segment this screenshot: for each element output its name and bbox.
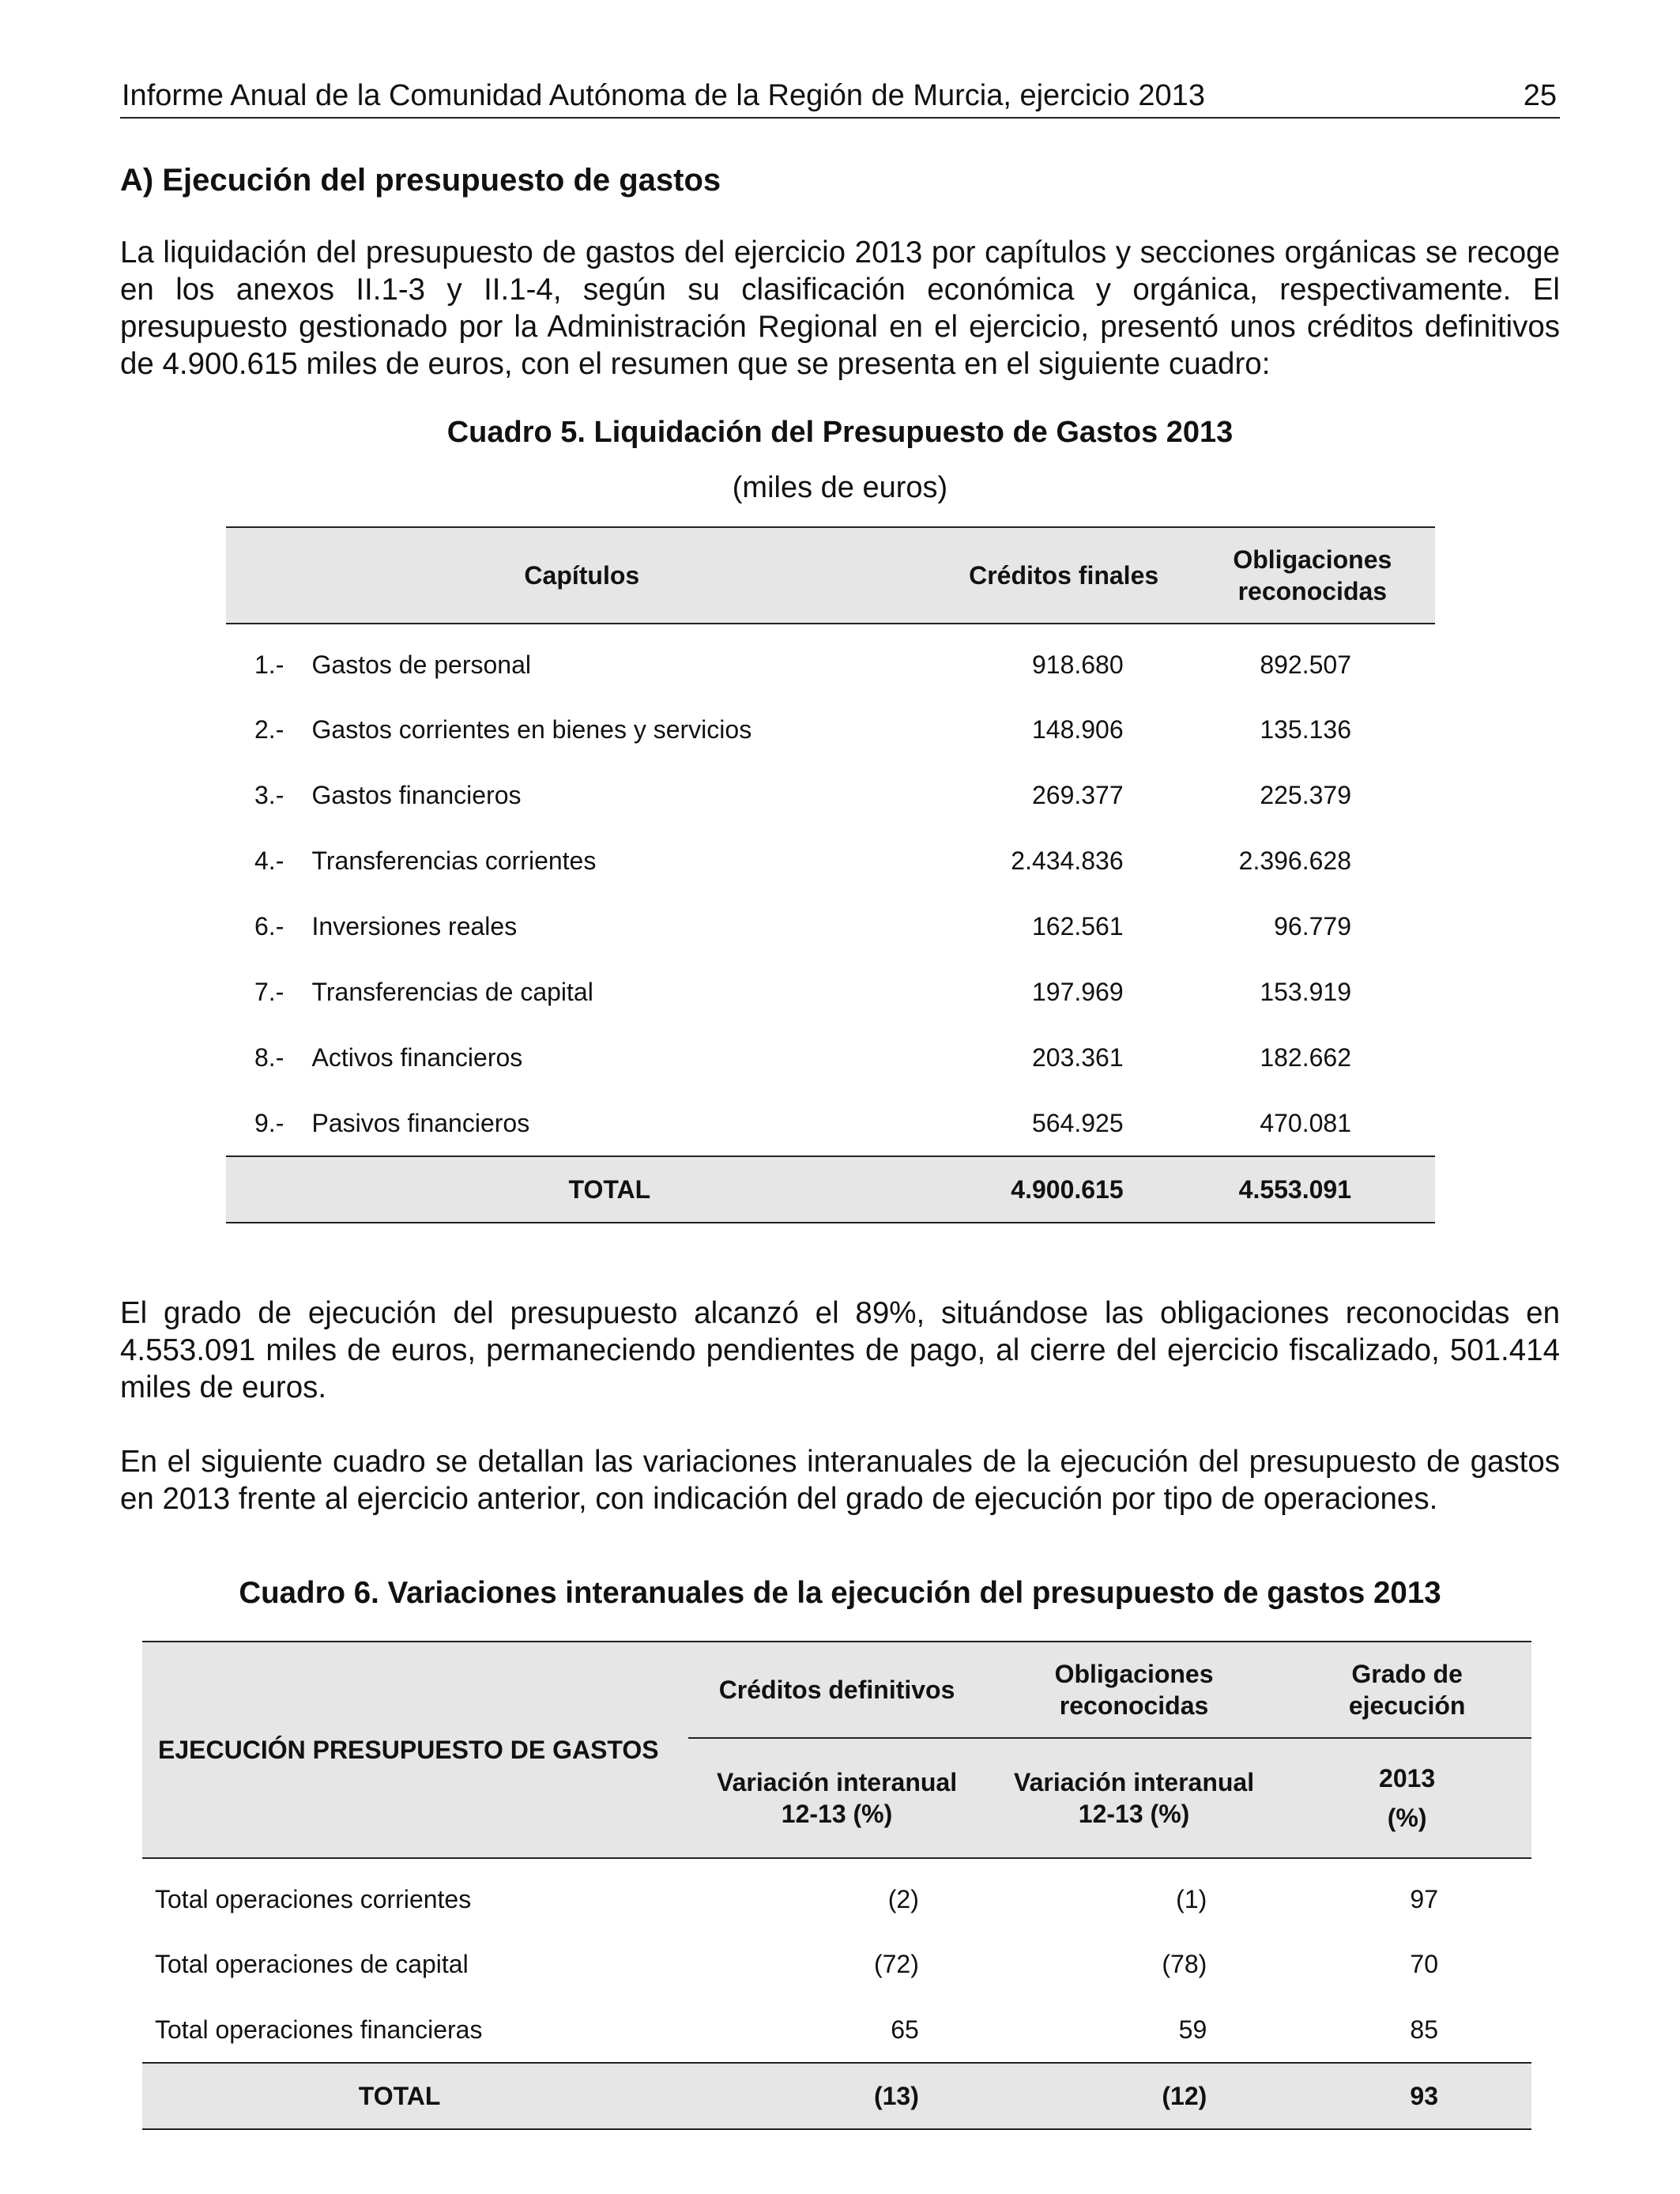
header-grado-line2: ejecución [1348, 1691, 1466, 1720]
row-obligaciones: 153.919 [1260, 978, 1351, 1006]
header-creditos-finales: Créditos finales [969, 561, 1159, 590]
header-percent: (%) [1387, 1804, 1427, 1832]
cuadro6-header-row-1 [142, 1642, 1531, 1738]
row-number: 7.- [254, 978, 284, 1006]
table-row [142, 1858, 1531, 1932]
row-label: Total operaciones financieras [155, 2015, 483, 2044]
header-variacion-creditos [688, 1738, 985, 1858]
row-creditos: 162.561 [1031, 912, 1124, 941]
row-label: Inversiones reales [311, 912, 518, 941]
row-label: Gastos de personal [311, 650, 531, 679]
total-row [142, 2063, 1531, 2129]
row-obligaciones: 892.507 [1260, 650, 1351, 679]
row-label: Gastos corrientes en bienes y servicios [311, 715, 752, 744]
table-row [226, 1025, 1435, 1091]
header-obligaciones-line2: reconocidas [1237, 577, 1388, 605]
row-label: Pasivos financieros [311, 1108, 530, 1137]
row-number: 1.- [254, 650, 284, 679]
table-row [226, 828, 1435, 894]
header-year-value: 2013 [1379, 1764, 1436, 1793]
section-title: A) Ejecución del presupuesto de gastos [120, 163, 721, 198]
table-row [142, 1932, 1531, 1997]
row-obligaciones: 59 [1178, 2015, 1207, 2044]
total-creditos: (13) [873, 2081, 919, 2110]
row-label: Transferencias de capital [311, 978, 593, 1006]
header-capitulos: Capítulos [524, 561, 640, 590]
cuadro5-subtitle: (miles de euros) [732, 471, 948, 504]
total-row [226, 1156, 1435, 1223]
row-grado: 85 [1410, 2015, 1438, 2044]
total-grado: 93 [1410, 2081, 1438, 2110]
cuadro6-title: Cuadro 6. Variaciones interanuales de la ejecución del presupuesto de gastos 2013 [239, 1576, 1441, 1610]
header-creditos-definitivos: Créditos definitivos [718, 1676, 955, 1704]
table-row [226, 697, 1435, 763]
cuadro5-table [226, 526, 1435, 1223]
header-year [1283, 1738, 1531, 1858]
table-row [226, 959, 1435, 1025]
header-ejecucion-presupuesto: EJECUCIÓN PRESUPUESTO DE GASTOS [158, 1736, 659, 1764]
paragraph-grado-ejecucion: El grado de ejecución del presupuesto alcanzó el 89%, situándose las obligaciones reconocidas en 4.553.091 miles de euros, permaneciendo pendientes de pago, al cierre del ejercicio fiscalizado, 501.414 miles de euros. [120, 1296, 1560, 1404]
total-label: TOTAL [358, 2081, 441, 2110]
report-title: Informe Anual de la Comunidad Autónoma de la Región de Murcia, ejercicio 2013 [122, 79, 1205, 112]
row-obligaciones: 225.379 [1260, 781, 1351, 809]
header-variacion-line2: 12-13 (%) [1078, 1800, 1190, 1828]
page-number: 25 [1523, 79, 1557, 112]
table-row [142, 1997, 1531, 2063]
page-header [120, 76, 1560, 119]
paragraph-variaciones: En el siguiente cuadro se detallan las variaciones interanuales de la ejecución del presupuesto de gastos en 2013 frente al ejercicio anterior, con indicación del grado de ejecución por tipo de operaciones. [120, 1445, 1560, 1516]
header-grado-ejecucion [1283, 1642, 1531, 1738]
row-creditos: (72) [873, 1950, 919, 1978]
row-label: Activos financieros [311, 1043, 523, 1072]
table-row [226, 624, 1435, 697]
row-creditos: 564.925 [1031, 1108, 1124, 1137]
row-number: 6.- [254, 912, 284, 941]
header-variacion-obligaciones [985, 1738, 1283, 1858]
header-obligaciones [1190, 527, 1435, 624]
row-number: 4.- [254, 846, 284, 875]
header-variacion-line2: 12-13 (%) [781, 1800, 893, 1828]
cuadro6-table [142, 1641, 1531, 2130]
row-label: Gastos financieros [311, 781, 522, 809]
row-obligaciones: 135.136 [1260, 715, 1351, 744]
row-obligaciones: (78) [1162, 1950, 1207, 1978]
row-number: 3.- [254, 781, 284, 809]
table-row [226, 763, 1435, 828]
row-creditos: 148.906 [1031, 715, 1124, 744]
row-label: Total operaciones corrientes [155, 1884, 472, 1913]
row-creditos: 918.680 [1031, 650, 1124, 679]
row-obligaciones: 470.081 [1260, 1108, 1351, 1137]
row-creditos: 65 [891, 2015, 919, 2044]
total-obligaciones: (12) [1162, 2081, 1207, 2110]
row-obligaciones: 96.779 [1274, 912, 1351, 941]
row-creditos: 269.377 [1031, 781, 1124, 809]
table-row [226, 894, 1435, 959]
header-variacion-line1: Variación interanual [716, 1768, 958, 1796]
row-number: 9.- [254, 1108, 284, 1137]
row-creditos: 2.434.836 [1011, 846, 1124, 875]
row-creditos: 203.361 [1031, 1043, 1124, 1072]
header-grado-line1: Grado de [1351, 1660, 1463, 1688]
row-number: 2.- [254, 715, 284, 744]
header-obligaciones-line1: Obligaciones [1054, 1660, 1214, 1688]
header-obligaciones-line2: reconocidas [1059, 1691, 1209, 1720]
row-creditos: 197.969 [1031, 978, 1124, 1006]
row-number: 8.- [254, 1043, 284, 1072]
cuadro5-header-row [226, 527, 1435, 624]
paragraph-intro: La liquidación del presupuesto de gastos del ejercicio 2013 por capítulos y secciones orgánicas se recoge en los anexos II.1-3 y II.1-4, según su clasificación económica y orgánica, respectivamente. El presupuesto gestionado por la Administración Regional en el ejercicio, presentó unos créditos definitivos de 4.900.615 miles de euros, con el resumen que se presenta en el siguiente cuadro: [120, 236, 1560, 381]
row-creditos: (2) [887, 1884, 919, 1913]
row-label: Transferencias corrientes [311, 846, 597, 875]
total-label: TOTAL [568, 1174, 651, 1204]
table-row [226, 1091, 1435, 1156]
row-obligaciones: 2.396.628 [1238, 846, 1351, 875]
cuadro5-title: Cuadro 5. Liquidación del Presupuesto de Gastos 2013 [446, 416, 1234, 449]
row-obligaciones: 182.662 [1260, 1043, 1351, 1072]
header-obligaciones-line1: Obligaciones [1233, 545, 1392, 574]
row-grado: 70 [1410, 1950, 1438, 1978]
row-label: Total operaciones de capital [155, 1950, 469, 1978]
header-variacion-line1: Variación interanual [1014, 1768, 1255, 1796]
total-creditos: 4.900.615 [1011, 1174, 1124, 1204]
total-obligaciones: 4.553.091 [1238, 1174, 1351, 1204]
header-obligaciones [985, 1642, 1283, 1738]
row-obligaciones: (1) [1176, 1884, 1207, 1913]
row-grado: 97 [1410, 1884, 1438, 1913]
